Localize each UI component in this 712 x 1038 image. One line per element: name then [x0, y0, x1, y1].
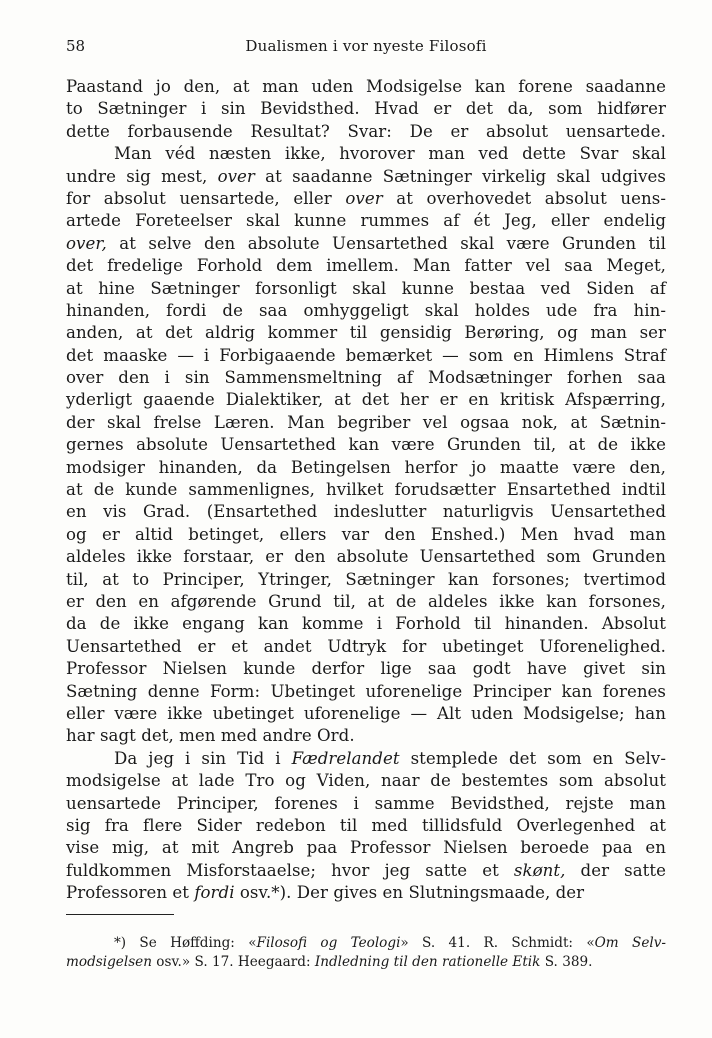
- text-line: over, at selve den absolute Uensartethed skal være Grunden til: [66, 233, 666, 253]
- text-line: til, at to Principer, Ytringer, Sætninger kan forsones; tvertimod: [66, 569, 666, 589]
- text-line: eller være ikke ubetinget uforenelige — Alt uden Modsigelse; han: [66, 703, 666, 723]
- text-line: hinanden, fordi de saa omhyggeligt skal holdes ude fra hin-: [66, 300, 666, 320]
- text-line: sig fra flere Sider redebon til med tillidsfuld Overlegenhed at: [66, 815, 666, 835]
- footnote-rule: [66, 914, 174, 915]
- text-line: og er altid betinget, ellers var den Enshed.) Men hvad man: [66, 524, 666, 544]
- text-line: Da jeg i sin Tid i Fædrelandet stemplede det som en Selv-: [114, 748, 666, 768]
- text-line: Sætning denne Form: Ubetinget uforenelige Principer kan forenes: [66, 681, 666, 701]
- text-line: da de ikke engang kan komme i Forhold til hinanden. Absolut: [66, 614, 666, 634]
- text-line: Paastand jo den, at man uden Modsigelse kan forene saadanne: [66, 77, 666, 96]
- text-line: gernes absolute Uensartethed kan være Grunden til, at de ikke: [66, 435, 666, 455]
- text-line: to Sætninger i sin Bevidsthed. Hvad er det da, som hidfører: [66, 99, 666, 119]
- text-line: anden, at det aldrig kommer til gensidig Berøring, og man ser: [66, 323, 666, 343]
- text-line: yderligt gaaende Dialektiker, at det her er en kritisk Afspærring,: [66, 390, 666, 410]
- text-line: undre sig mest, over at saadanne Sætninger virkelig skal udgives: [66, 166, 666, 186]
- footnote-line: *) Se Høffding: «Filosofi og Teologi» S. 41. R. Schmidt: «Om Selv-: [114, 935, 666, 951]
- text-line: det maaske — i Forbigaaende bemærket — som en Himlens Straf: [66, 345, 666, 365]
- text-line: at de kunde sammenlignes, hvilket forudsætter Ensartethed indtil: [66, 480, 666, 500]
- text-line: Uensartethed er et andet Udtryk for ubetinget Uforenelighed.: [66, 636, 666, 656]
- text-line: vise mig, at mit Angreb paa Professor Nielsen beroede paa en: [66, 838, 666, 858]
- text-line: dette forbausende Resultat? Svar: De er absolut uensartede.: [66, 121, 666, 141]
- text-line: over den i sin Sammensmeltning af Modsætninger forhen saa: [66, 368, 666, 388]
- text-line: der skal frelse Læren. Man begriber vel ogsaa nok, at Sætnin-: [66, 412, 666, 432]
- text-line: for absolut uensartede, eller over at overhovedet absolut uens-: [66, 188, 666, 208]
- text-line: uensartede Principer, forenes i samme Bevidsthed, rejste man: [66, 793, 666, 813]
- running-head: [66, 36, 666, 56]
- text-line: modsiger hinanden, da Betingelsen herfor jo maatte være den,: [66, 457, 666, 477]
- text-line: at hine Sætninger forsonligt skal kunne bestaa ved Siden af: [66, 278, 666, 298]
- text-line: Man véd næsten ikke, hvorover man ved dette Svar skal: [114, 144, 666, 164]
- page-number: 58: [66, 37, 86, 55]
- running-title: Dualismen i vor nyeste Filosofi: [245, 37, 487, 55]
- text-line: fuldkommen Misforstaaelse; hvor jeg satte et skønt, der satte: [66, 860, 666, 880]
- text-line: modsigelse at lade Tro og Viden, naar de bestemtes som absolut: [66, 771, 666, 791]
- text-line: det fredelige Forhold dem imellem. Man fatter vel saa Meget,: [66, 256, 666, 276]
- text-line: er den en afgørende Grund til, at de aldeles ikke kan forsones,: [66, 591, 666, 611]
- footnote: [66, 934, 666, 972]
- text-line: Professor Nielsen kunde derfor lige saa godt have givet sin: [66, 659, 666, 679]
- text-line: en vis Grad. (Ensartethed indeslutter naturligvis Uensartethed: [66, 502, 666, 522]
- text-line: Professoren et fordi osv.*). Der gives en Slutningsmaade, der: [66, 883, 585, 903]
- footnote-line: modsigelsen osv.» S. 17. Heegaard: Indledning til den rationelle Etik S. 389.: [66, 954, 593, 970]
- body-text: [66, 76, 666, 904]
- text-line: har sagt det, men med andre Ord.: [66, 726, 355, 746]
- text-line: aldeles ikke forstaar, er den absolute Uensartethed som Grunden: [66, 547, 666, 567]
- text-line: artede Foreteelser skal kunne rummes af ét Jeg, eller endelig: [66, 211, 666, 231]
